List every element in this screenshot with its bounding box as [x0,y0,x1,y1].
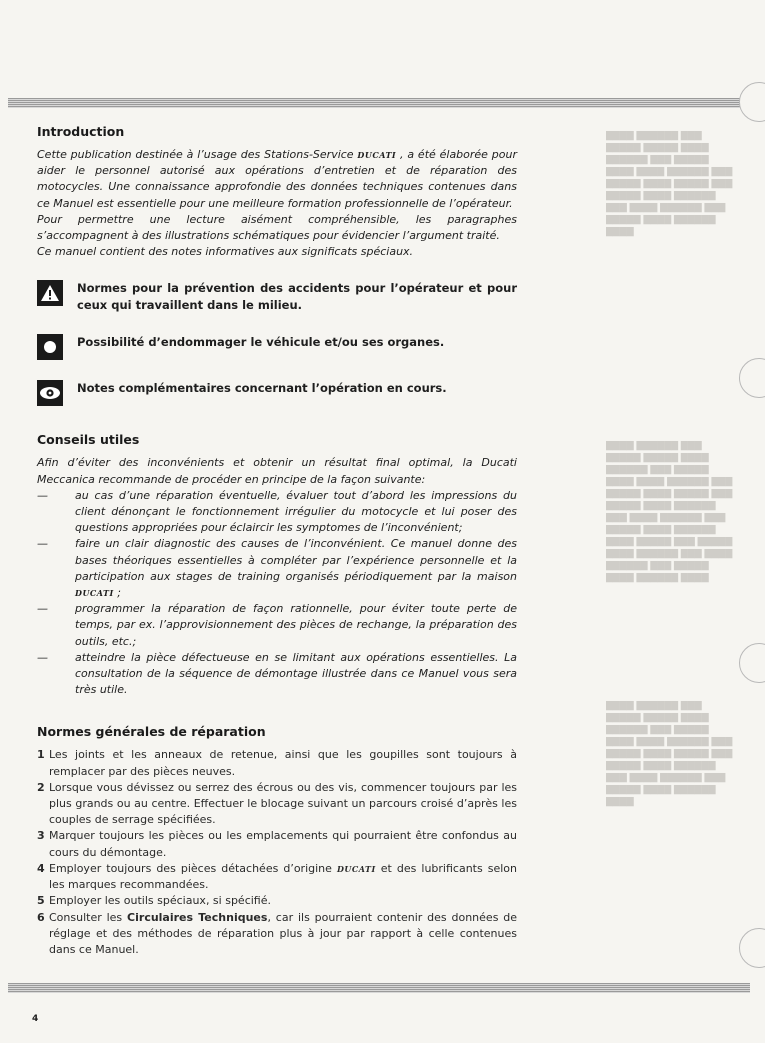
norm-text: et des lubrificants selon les marques recommandées. [49,861,518,892]
tips-list [37,488,517,699]
list-item [37,910,517,959]
list-item [37,488,517,537]
punch-hole [739,643,765,683]
punch-hole [739,358,765,398]
punch-hole [739,928,765,968]
dash-marker: — [37,602,48,616]
notice-text: Possibilité d’endommager le véhicule et/ou ses organes. [77,335,445,350]
tips-section [37,432,517,698]
page-content [37,124,517,958]
list-item [37,536,517,601]
intro-text-part: Cette publication destinée à l’usage des Stations-Service [37,148,354,161]
item-number: 5 [37,894,45,908]
list-item [37,828,517,860]
tip-text: faire un clair diagnostic des causes de l’inconvénient. Ce manuel donne des bases théoriques essentielles à compléter par l’expérience personnelle et la participation aux stages de training organisés périodiquement par la maison [75,537,517,583]
notice-text: Normes pour la prévention des accidents pour l’opérateur et pour ceux qui travaillent dans le milieu. [77,281,517,313]
introduction-paragraph: Pour permettre une lecture aisément compréhensible, les paragraphes s’accompagnent à des illustrations schématiques pour évidencier l’argument traité. [37,212,517,243]
item-number: 2 [37,780,45,794]
dash-marker: — [37,650,48,664]
tip-text: atteindre la pièce défectueuse en se limitant aux opérations essentielles. La consultation de la séquence de démontage illustrée dans ce Manuel vous sera très utile. [75,650,517,697]
tips-intro: Afin d’éviter des inconvénients et obtenir un résultat final optimal, la Ducati Meccanica recommande de procéder en principe de la façon suivante: [37,456,517,486]
introduction-heading: Introduction [37,124,125,139]
tips-heading: Conseils utiles [37,432,140,448]
list-item [37,780,517,829]
notice-text: Notes complémentaires concernant l’opération en cours. [77,381,447,396]
bottom-rule [8,983,750,993]
dash-marker: — [37,537,48,551]
ducati-logo: DUCATI [75,588,114,599]
norms-heading: Normes générales de réparation [37,724,266,740]
show-through-text: ▇▇▇▇ ▇▇▇▇▇▇ ▇▇▇ ▇▇▇▇▇ ▇▇▇▇▇ ▇▇▇▇ ▇▇▇▇▇▇ ▇▇▇ ▇▇▇▇▇ ▇▇▇▇ ▇▇▇▇ ▇▇▇▇▇▇ ▇▇▇ ▇▇▇▇▇ ▇▇▇▇ ▇▇▇▇▇ ▇▇▇ ▇▇▇▇▇ ▇▇▇▇ ▇▇▇▇▇▇ ▇▇▇ ▇▇▇▇ ▇▇▇▇▇▇ ▇▇▇ ▇▇▇▇▇ ▇▇▇▇ ▇▇▇▇▇▇ ▇▇▇▇ [606,131,733,237]
ducati-logo: DUCATI [357,150,397,160]
eye-icon [37,380,63,406]
damage-dot-icon [37,334,63,360]
list-item [37,893,517,909]
warning-triangle-icon [37,280,63,306]
tip-text: programmer la réparation de façon rationnelle, pour éviter toute perte de temps, par ex. l’approvisionnement des pièces de rechange, la préparation des outils, etc.; [75,602,517,648]
show-through-text: ▇▇▇▇ ▇▇▇▇▇▇ ▇▇▇ ▇▇▇▇▇ ▇▇▇▇▇ ▇▇▇▇ ▇▇▇▇▇▇ ▇▇▇ ▇▇▇▇▇ ▇▇▇▇ ▇▇▇▇ ▇▇▇▇▇▇ ▇▇▇ ▇▇▇▇▇ ▇▇▇▇ ▇▇▇▇▇ ▇▇▇ ▇▇▇▇▇ ▇▇▇▇ ▇▇▇▇▇▇ ▇▇▇ ▇▇▇▇ ▇▇▇▇▇▇ ▇▇▇ ▇▇▇▇▇ ▇▇▇▇ ▇▇▇▇▇▇ ▇▇▇▇ [606,701,733,807]
damage-notice [37,334,517,360]
item-number: 4 [37,861,45,875]
intro-text-part: , a été élaborée pour aider le personnel autorisé aux opérations d’entretien et de réparation des motocycles. Une connaissance approfondie des données techniques contenues dans ce Manuel est essentielle pour une meilleure formation professionnelle de l’opérateur. [37,148,517,210]
list-item [37,601,517,650]
norm-text: Employer toujours des pièces détachées d’origine [49,861,332,875]
list-item [37,650,517,699]
top-rule [8,98,750,108]
norm-text: Marquer toujours les pièces ou les emplacements qui pourraient être confondus au cours du démontage. [49,829,517,859]
item-number: 1 [37,748,45,762]
norm-text: , car ils pourraient contenir des données de réglage et des méthodes de réparation plus à jour par rapport à celle contenues dans ce Manuel. [49,910,518,956]
norms-list [37,747,517,958]
tip-text: au cas d’une réparation éventuelle, évaluer tout d’abord les impressions du client dénonçant le fonctionnement irrégulier du motocycle et lui poser des questions appropriées pour éclaircir les symptomes de l’inconvénient; [75,488,517,535]
item-number: 3 [37,829,45,843]
dash-marker: — [37,488,48,502]
show-through-text: ▇▇▇▇ ▇▇▇▇▇▇ ▇▇▇ ▇▇▇▇▇ ▇▇▇▇▇ ▇▇▇▇ ▇▇▇▇▇▇ ▇▇▇ ▇▇▇▇▇ ▇▇▇▇ ▇▇▇▇ ▇▇▇▇▇▇ ▇▇▇ ▇▇▇▇▇ ▇▇▇▇ ▇▇▇▇▇ ▇▇▇ ▇▇▇▇▇ ▇▇▇▇ ▇▇▇▇▇▇ ▇▇▇ ▇▇▇▇ ▇▇▇▇▇▇ ▇▇▇ ▇▇▇▇▇ ▇▇▇▇ ▇▇▇▇▇▇ ▇▇▇▇ ▇▇▇▇▇ ▇▇▇ ▇▇▇▇▇ ▇▇▇▇ ▇▇▇▇▇▇ ▇▇▇ ▇▇▇▇ ▇▇▇▇▇▇ ▇▇▇ ▇▇▇▇▇ ▇▇▇▇ ▇▇▇▇▇▇ ▇▇▇▇ [606,441,733,583]
info-notice [37,380,517,406]
tip-text: ; [117,586,121,600]
ducati-logo: DUCATI [336,863,376,874]
norm-text: Consulter les [49,910,123,924]
norm-text: Lorsque vous dévissez ou serrez des écrous ou des vis, commencer toujours par les plus grands ou au centre. Effectuer le blocage suivant un parcours croisé d’après les couples de serrage spécifiées. [49,780,517,827]
item-number: 6 [37,910,45,924]
safety-notice [37,280,517,314]
norms-section [37,724,517,958]
norm-text: Employer les outils spéciaux, si spécifié. [49,894,271,908]
norm-text: Les joints et les anneaux de retenue, ainsi que les goupilles sont toujours à remplacer par des pièces neuves. [49,748,517,778]
page-number: 4 [32,1014,39,1024]
introduction-paragraph [37,147,517,212]
norm-text-bold: Circulaires Techniques [127,910,268,924]
list-item [37,747,517,779]
punch-hole [739,82,765,122]
introduction-section [37,124,517,260]
introduction-paragraph: Ce manuel contient des notes informatives aux significats spéciaux. [37,245,414,259]
list-item [37,861,517,893]
